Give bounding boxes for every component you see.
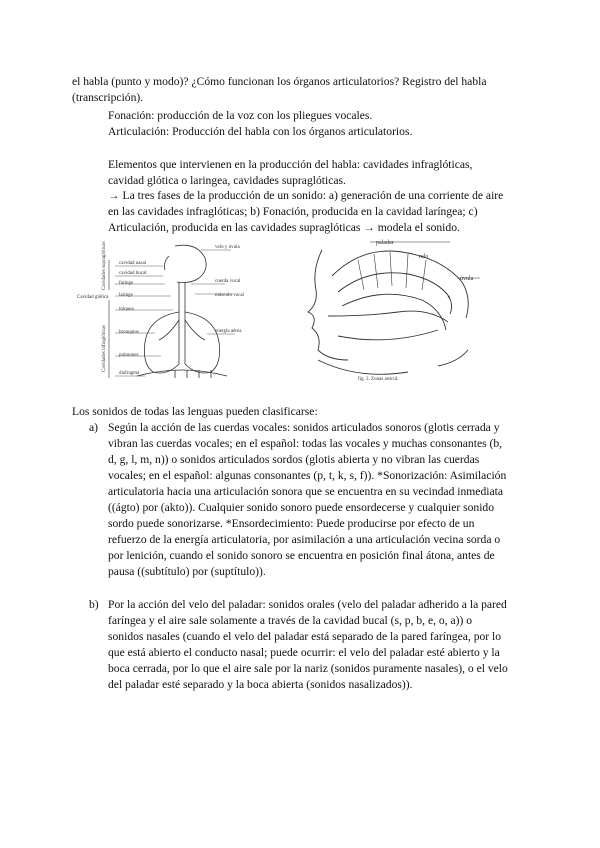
label-pulmones: pulmones: [119, 353, 139, 358]
item-b-line-2: faríngea y el aire sale solamente a través de la cavidad bucal (s, p, b, e, o, a)) o: [108, 614, 473, 627]
label-diafragma: diafragma: [119, 371, 140, 376]
label-musculo-vocal: músculo vocal: [215, 293, 245, 298]
elementos-line-3: → La tres fases de la producción de un sonido: a) generación de una corriente de aire: [108, 189, 504, 202]
label-faringe: faringe: [119, 281, 134, 286]
label-laringe: laringe: [119, 293, 133, 298]
label-uvula: úvula: [460, 276, 474, 282]
classification-heading: Los sonidos de todas las lenguas pueden clasificarse:: [72, 405, 318, 418]
label-energia-aerea: energía aérea: [215, 329, 242, 334]
respiratory-system-figure: [75, 238, 285, 383]
item-a-line-10: pausa ((subtítulo) por (suptítulo)).: [108, 565, 266, 578]
item-a-line-8: refuerzo de la energía articulatoria, por asimilación a una articulación vecina sorda o: [108, 533, 501, 546]
label-bronquios: bronquios: [119, 330, 139, 335]
label-velo: velo: [418, 254, 429, 260]
item-a-line-4: vocales; en el español: algunas consonantes (p, t, k, s, f)). *Sonorización: Asimilación: [108, 469, 507, 482]
item-b-line-1: Por la acción del velo del paladar: sonidos orales (velo del paladar adherido a la pared: [108, 598, 507, 611]
elementos-line-5: Articulación, producida en las cavidades supraglóticas → modela el sonido.: [108, 221, 460, 234]
item-a-line-2: vibran las cuerdas vocales; en el español: todas las vocales y muchas consonantes (b,: [108, 437, 503, 450]
articulacion-definition: Articulación: Producción del habla con los órganos articulatorios.: [108, 125, 413, 138]
label-infragloticas: Cavidades infraglóticas: [102, 324, 107, 372]
fonacion-definition: Fonación: producción de la voz con los pliegues vocales.: [108, 109, 373, 122]
item-b-marker: b): [89, 598, 99, 611]
label-cavidad-nasal: cavidad nasal: [119, 261, 147, 266]
item-a-line-6: ((ágto) por (akto)). Cualquier sonido sonoro puede ensordecerse y cualquier sonido: [108, 501, 495, 514]
item-b-line-4: que está abierto el conducto nasal; puede ocurrir: el velo del paladar esté abierto y la: [108, 646, 500, 659]
label-figure-caption: fig. 3. Zonas articul.: [358, 377, 399, 382]
label-traquea: tráquea: [119, 307, 134, 312]
elementos-line-2: cavidad glótica o laringea, cavidades supraglóticas.: [108, 174, 346, 187]
intro-line-2: (transcripción).: [72, 91, 144, 104]
item-a-line-9: por lenición, cuando el sonido sonoro se encuentra en posición final átona, antes de: [108, 549, 495, 562]
elementos-line-4: en las cavidades infraglóticas; b) Fonación, producida en la cavidad laríngea; c): [108, 205, 478, 218]
label-cuerda-vocal: cuerda vocal: [215, 279, 241, 284]
item-b-line-3: sonidos nasales (cuando el velo del paladar está separado de la pared faríngea, por lo: [108, 630, 502, 643]
label-cavidad-bucal: cavidad bucal: [119, 271, 147, 276]
item-a-marker: a): [89, 421, 99, 434]
intro-line-1: el habla (punto y modo)? ¿Cómo funcionan los órganos articulatorios? Registro del habla: [72, 75, 487, 88]
articulatory-zones-figure: [298, 236, 490, 386]
item-b-line-6: del paladar esté separado y la boca abierta (sonidos nasalizados)).: [108, 678, 413, 691]
label-velo-uvula: velo y úvula: [215, 245, 240, 250]
item-b-line-5: boca cerrada, por lo que el aire sale por la nariz (sonidos puramente nasales), o el velo: [108, 662, 508, 675]
item-a-line-7: sordo puede sonorizarse. *Ensordecimiento: Puede producirse por efecto de un: [108, 517, 475, 530]
label-paladar: paladar: [376, 240, 394, 246]
item-a-line-1: Según la acción de las cuerdas vocales: sonidos articulados sonoros (glotis cerrada y: [108, 421, 500, 434]
label-supragloticas: Cavidades supraglóticas: [102, 241, 107, 290]
label-cavidad-glotica: Cavidad glótica: [77, 295, 109, 300]
item-a-line-5: articulatoria hacia una articulación sonora que se encuentra en su vecindad inmediata: [108, 485, 503, 498]
item-a-line-3: d, g, l, m, n)) o sonidos articulados sordos (glotis abierta y no vibran las cuerdas: [108, 453, 480, 466]
elementos-line-1: Elementos que intervienen en la producción del habla: cavidades infraglóticas,: [108, 158, 473, 171]
